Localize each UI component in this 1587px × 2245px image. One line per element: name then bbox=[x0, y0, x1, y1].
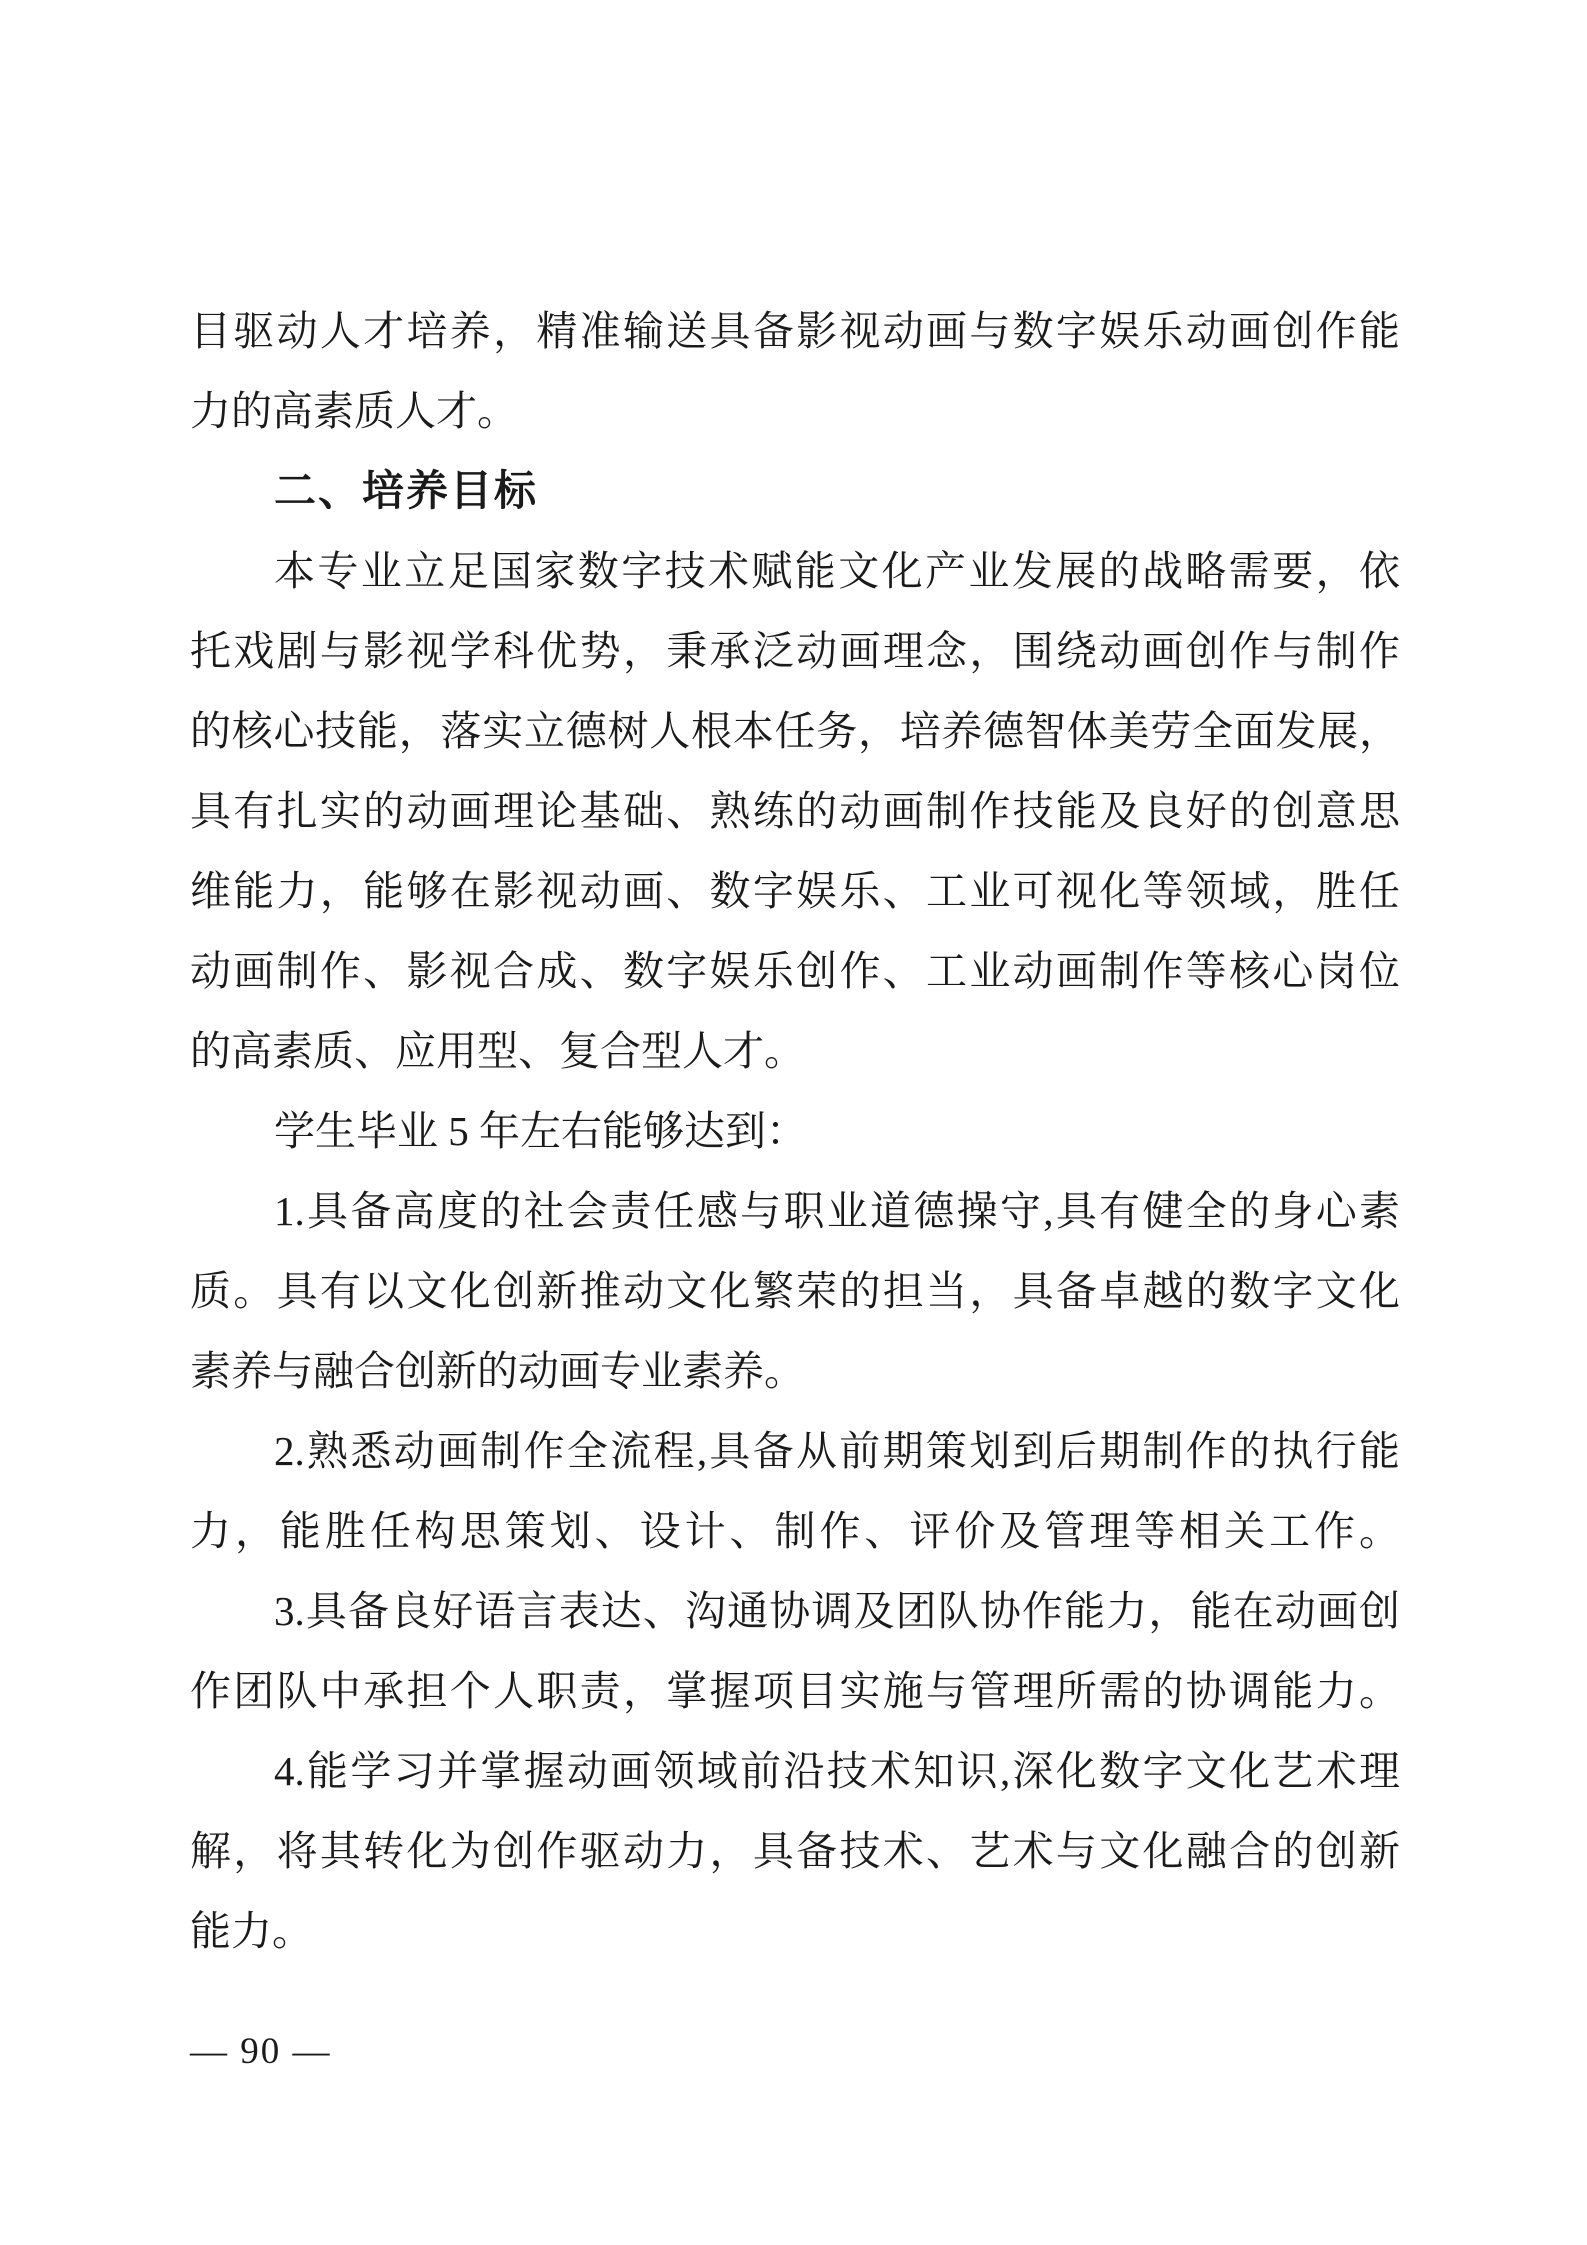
page-number: — 90 — bbox=[190, 2031, 332, 2072]
text-line: 力的高素质人才。 bbox=[190, 388, 518, 434]
text-line: 维能力，能够在影视动画、数字娱乐、工业可视化等领域，胜任 bbox=[190, 868, 1400, 914]
text-line: 作团队中承担个人职责，掌握项目实施与管理所需的协调能力。 bbox=[190, 1668, 1400, 1714]
text-line: 解，将其转化为创作驱动力，具备技术、艺术与文化融合的创新 bbox=[190, 1828, 1400, 1874]
text-line: 本专业立足国家数字技术赋能文化产业发展的战略需要，依 bbox=[274, 548, 1400, 594]
text-line: 能力。 bbox=[190, 1908, 313, 1954]
text-line: 素养与融合创新的动画专业素养。 bbox=[190, 1348, 805, 1394]
text-line: 的核心技能，落实立德树人根本任务，培养德智体美劳全面发展， bbox=[190, 708, 1400, 754]
text-line: 具有扎实的动画理论基础、熟练的动画制作技能及良好的创意思 bbox=[190, 788, 1400, 834]
text-line: 力，能胜任构思策划、设计、制作、评价及管理等相关工作。 bbox=[190, 1508, 1400, 1554]
text-line: 学生毕业 5 年左右能够达到： bbox=[274, 1108, 807, 1154]
text-line: 托戏剧与影视学科优势，秉承泛动画理念，围绕动画创作与制作 bbox=[190, 628, 1400, 674]
section-heading: 二、培养目标 bbox=[274, 467, 539, 514]
list-item-line: 2.熟悉动画制作全流程,具备从前期策划到后期制作的执行能 bbox=[274, 1428, 1400, 1474]
text-line: 质。具有以文化创新推动文化繁荣的担当，具备卓越的数字文化 bbox=[190, 1268, 1400, 1314]
text-line: 目驱动人才培养，精准输送具备影视动画与数字娱乐动画创作能 bbox=[190, 308, 1400, 354]
list-item-line: 1.具备高度的社会责任感与职业道德操守,具有健全的身心素 bbox=[274, 1188, 1400, 1234]
document-body bbox=[190, 291, 1400, 1971]
list-item-line: 4.能学习并掌握动画领域前沿技术知识,深化数字文化艺术理 bbox=[274, 1748, 1400, 1794]
text-line: 动画制作、影视合成、数字娱乐创作、工业动画制作等核心岗位 bbox=[190, 948, 1400, 994]
list-item-line: 3.具备良好语言表达、沟通协调及团队协作能力，能在动画创 bbox=[274, 1588, 1400, 1634]
text-line: 的高素质、应用型、复合型人才。 bbox=[190, 1028, 805, 1074]
